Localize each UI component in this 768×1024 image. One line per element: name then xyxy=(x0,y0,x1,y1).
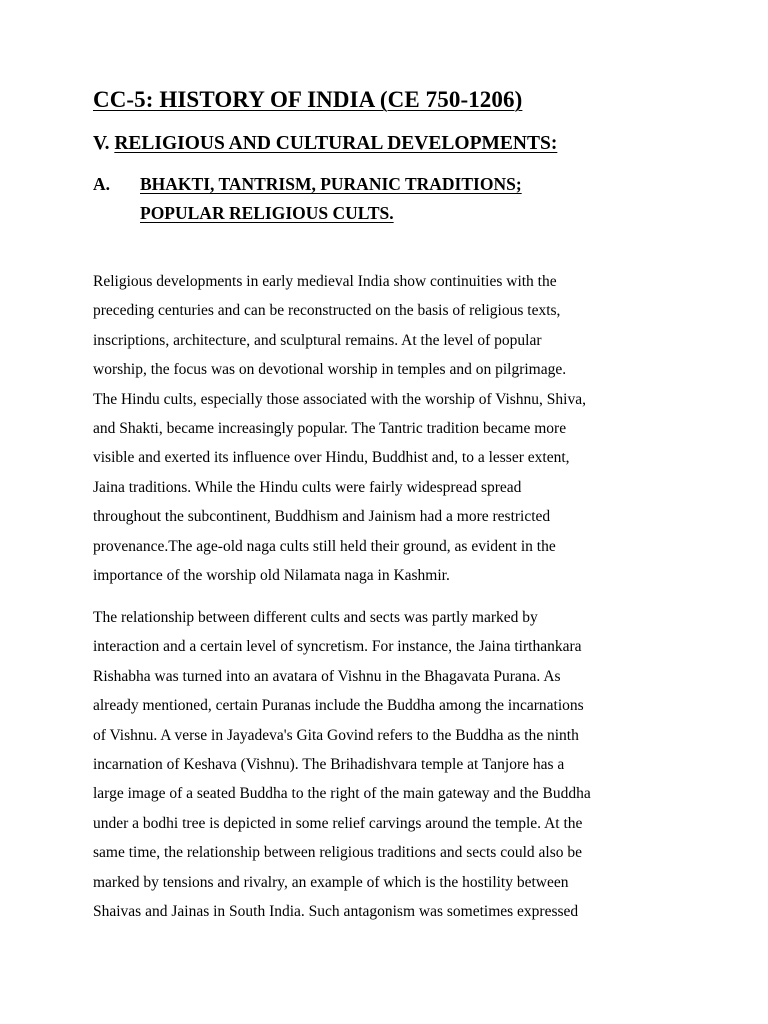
section-marker: A. xyxy=(93,174,111,194)
paragraph-line: preceding centuries and can be reconstructed on the basis of religious texts, xyxy=(93,302,561,320)
paragraph-line: interaction and a certain level of syncretism. For instance, the Jaina tirthankara xyxy=(93,638,582,656)
body-paragraph xyxy=(93,603,683,926)
paragraph-line: visible and exerted its influence over Hindu, Buddhist and, to a lesser extent, xyxy=(93,449,570,467)
paragraph-line: Jaina traditions. While the Hindu cults were fairly widespread spread xyxy=(93,478,522,496)
paragraph-line: provenance.The age-old naga cults still held their ground, as evident in the xyxy=(93,537,556,555)
paragraph-line: The relationship between different cults and sects was partly marked by xyxy=(93,609,538,626)
unit-number: V. xyxy=(93,133,110,154)
paragraph-line: importance of the worship old Nilamata naga in Kashmir. xyxy=(93,566,450,584)
paragraph-line: same time, the relationship between religious traditions and sects could also be xyxy=(93,844,582,862)
unit-title: RELIGIOUS AND CULTURAL DEVELOPMENTS: xyxy=(114,133,558,154)
paragraph-line: and Shakti, became increasingly popular. The Tantric tradition became more xyxy=(93,419,567,437)
paragraph-line: incarnation of Keshava (Vishnu). The Brihadishvara temple at Tanjore has a xyxy=(93,755,565,773)
paragraph-line: worship, the focus was on devotional worship in temples and on pilgrimage. xyxy=(93,361,567,379)
paragraph-line: Religious developments in early medieval India show continuities with the xyxy=(93,273,557,290)
section-title-line: POPULAR RELIGIOUS CULTS. xyxy=(140,203,394,223)
body-paragraph xyxy=(93,267,683,590)
paragraph-line: Shaivas and Jainas in South India. Such antagonism was sometimes expressed xyxy=(93,902,579,920)
paragraph-line: inscriptions, architecture, and sculptural remains. At the level of popular xyxy=(93,331,542,349)
unit-heading xyxy=(93,133,557,155)
paragraph-line: marked by tensions and rivalry, an example of which is the hostility between xyxy=(93,873,569,891)
paragraph-line: Rishabha was turned into an avatara of Vishnu in the Bhagavata Purana. As xyxy=(93,667,561,685)
paragraph-line: of Vishnu. A verse in Jayadeva's Gita Govind refers to the Buddha as the ninth xyxy=(93,726,579,744)
paragraph-line: The Hindu cults, especially those associated with the worship of Vishnu, Shiva, xyxy=(93,390,586,408)
section-title-line: BHAKTI, TANTRISM, PURANIC TRADITIONS; xyxy=(140,174,522,194)
paragraph-line: throughout the subcontinent, Buddhism and Jainism had a more restricted xyxy=(93,508,551,526)
paragraph-line: already mentioned, certain Puranas include the Buddha among the incarnations xyxy=(93,697,584,715)
paragraph-line: under a bodhi tree is depicted in some relief carvings around the temple. At the xyxy=(93,814,583,832)
paragraph-line: large image of a seated Buddha to the right of the main gateway and the Buddha xyxy=(93,785,591,803)
course-title: CC-5: HISTORY OF INDIA (CE 750-1206) xyxy=(93,87,523,112)
